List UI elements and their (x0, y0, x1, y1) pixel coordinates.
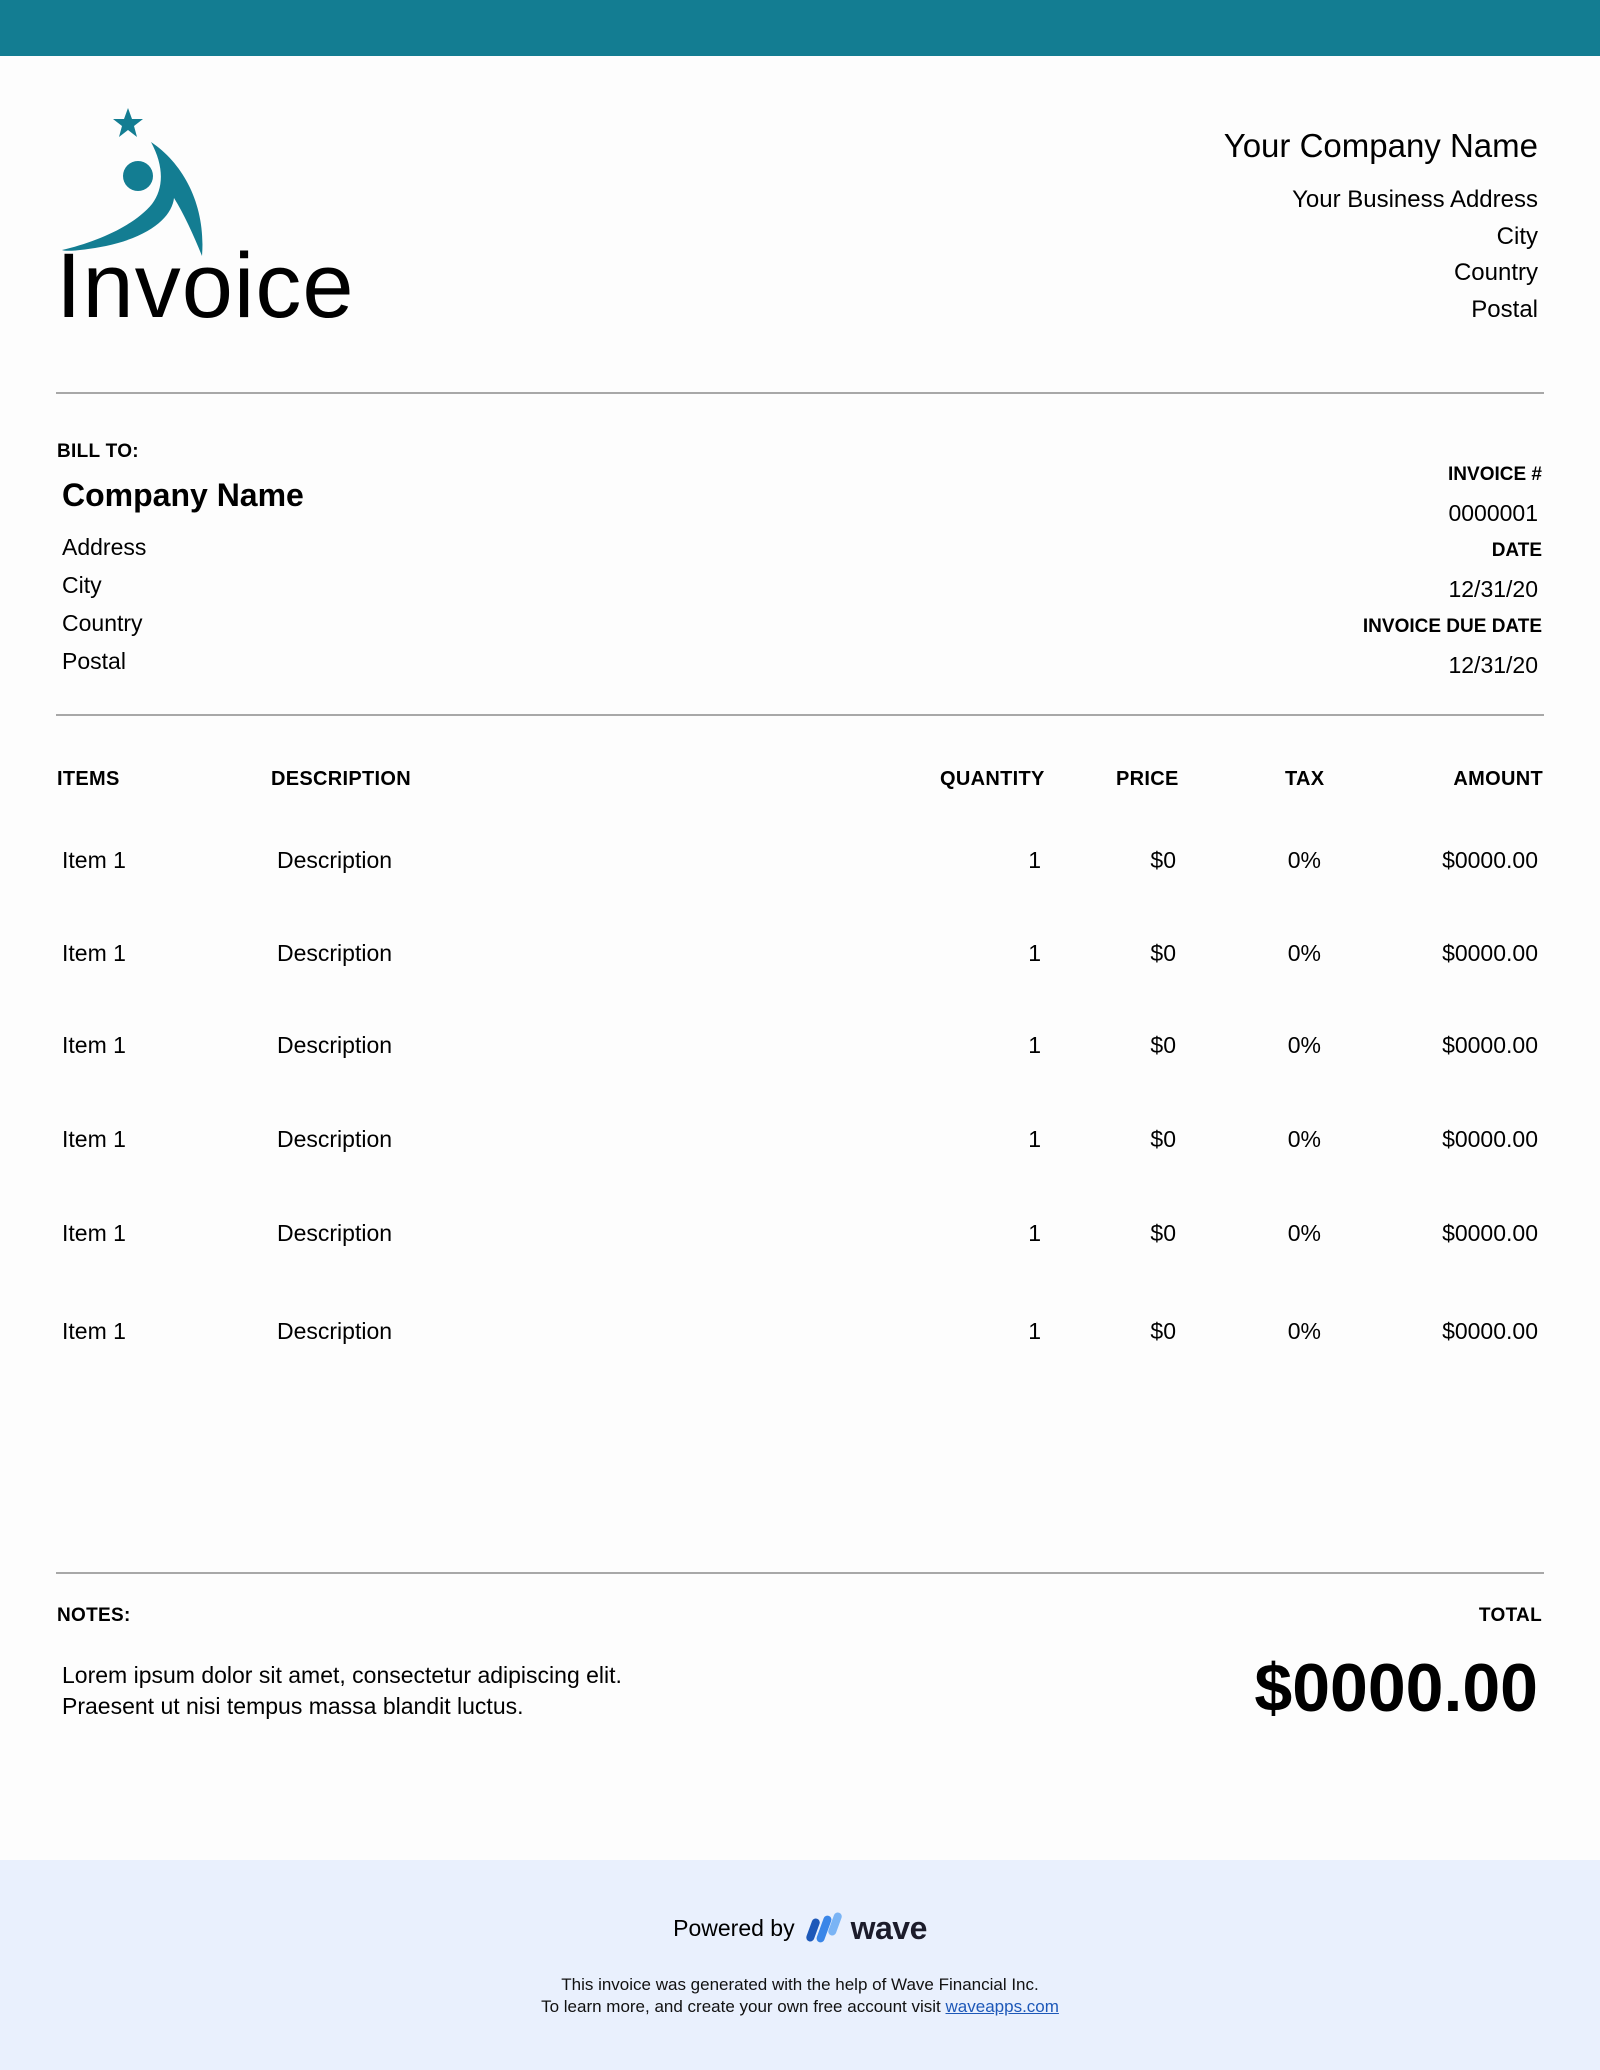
bill-to-company: Company Name (62, 477, 304, 513)
quantity-cell: 1 (1028, 940, 1041, 966)
table-row (0, 1119, 1600, 1159)
amount-cell: $0000.00 (1442, 1318, 1538, 1344)
description-cell: Description (277, 1220, 393, 1246)
column-header-price: PRICE (1116, 768, 1179, 790)
tax-cell: 0% (1287, 1318, 1321, 1344)
powered-by (0, 1910, 1600, 1947)
description-cell: Description (277, 1032, 393, 1058)
company-address-line: Postal (1471, 295, 1538, 323)
invoice-number-label: INVOICE # (1448, 464, 1542, 485)
table-row (0, 933, 1600, 973)
item-cell: Item 1 (62, 847, 126, 873)
item-cell: Item 1 (62, 1318, 126, 1344)
price-cell: $0 (1150, 1032, 1176, 1058)
company-address-line: Country (1453, 259, 1538, 286)
price-cell: $0 (1150, 940, 1176, 966)
column-header-items: ITEMS (57, 768, 120, 790)
shooting-star-person-icon (56, 106, 216, 256)
wave-wordmark: wave (850, 1910, 927, 1946)
footer-line (0, 1996, 1600, 2018)
table-row (0, 840, 1600, 880)
column-header-tax: TAX (1285, 768, 1325, 790)
notes-line: Lorem ipsum dolor sit amet, consectetur adipiscing elit. (62, 1662, 622, 1688)
notes-line: Praesent ut nisi tempus massa blandit luctus. (62, 1693, 524, 1719)
amount-cell: $0000.00 (1442, 1220, 1538, 1246)
star-icon (113, 108, 143, 137)
quantity-cell: 1 (1028, 1126, 1041, 1152)
page-title: Invoice (56, 235, 355, 337)
due-date-label: INVOICE DUE DATE (1362, 616, 1542, 637)
tax-cell: 0% (1287, 847, 1321, 873)
bill-to-line: Address (62, 534, 147, 560)
bill-to-label: BILL TO: (57, 441, 139, 462)
tax-cell: 0% (1287, 1032, 1321, 1058)
price-cell: $0 (1150, 1126, 1176, 1152)
company-info (1224, 124, 1538, 328)
column-header-quantity: QUANTITY (940, 768, 1045, 790)
wave-mark-icon (805, 1912, 845, 1946)
footer (0, 1860, 1600, 2070)
bill-to-address (62, 528, 146, 680)
company-address-line: City (1496, 222, 1538, 250)
divider (56, 392, 1544, 394)
item-cell: Item 1 (62, 1032, 126, 1058)
column-header-description: DESCRIPTION (271, 768, 411, 790)
description-cell: Description (277, 847, 393, 873)
table-row (0, 1311, 1600, 1351)
description-cell: Description (277, 1126, 393, 1152)
tax-cell: 0% (1287, 1220, 1321, 1246)
notes-text (62, 1660, 622, 1722)
powered-by-label: Powered by (673, 1915, 795, 1941)
item-cell: Item 1 (62, 1220, 126, 1246)
divider (56, 714, 1544, 716)
total-label: TOTAL (1478, 1605, 1542, 1626)
table-row (0, 1213, 1600, 1253)
tax-cell: 0% (1287, 1126, 1321, 1152)
price-cell: $0 (1150, 1318, 1176, 1344)
amount-cell: $0000.00 (1442, 1032, 1538, 1058)
waveapps-link[interactable]: waveapps.com (945, 1997, 1059, 2016)
notes-label: NOTES: (57, 1605, 131, 1626)
top-accent-bar (0, 0, 1600, 56)
invoice-number: 0000001 (1448, 500, 1538, 526)
total-amount: $0000.00 (1254, 1650, 1538, 1726)
bill-to-line: Country (62, 610, 143, 636)
description-cell: Description (277, 1318, 393, 1344)
footer-text (0, 1974, 1600, 2018)
wave-logo (805, 1910, 927, 1947)
invoice-meta (1363, 456, 1542, 684)
amount-cell: $0000.00 (1442, 1126, 1538, 1152)
bill-to-line: City (62, 572, 102, 598)
invoice-due-date: 12/31/20 (1448, 652, 1538, 678)
bill-to-line: Postal (62, 648, 126, 674)
amount-cell: $0000.00 (1442, 940, 1538, 966)
item-cell: Item 1 (62, 1126, 126, 1152)
quantity-cell: 1 (1028, 1318, 1041, 1344)
invoice-date: 12/31/20 (1448, 576, 1538, 602)
quantity-cell: 1 (1028, 847, 1041, 873)
quantity-cell: 1 (1028, 1032, 1041, 1058)
item-cell: Item 1 (62, 940, 126, 966)
company-address-line: Your Business Address (1292, 186, 1538, 213)
footer-line-prefix: To learn more, and create your own free account visit (541, 1997, 941, 2016)
column-header-amount: AMOUNT (1453, 768, 1543, 790)
price-cell: $0 (1150, 847, 1176, 873)
table-row (0, 1025, 1600, 1065)
date-label: DATE (1491, 540, 1542, 561)
company-name: Your Company Name (1223, 127, 1538, 164)
price-cell: $0 (1150, 1220, 1176, 1246)
amount-cell: $0000.00 (1442, 847, 1538, 873)
quantity-cell: 1 (1028, 1220, 1041, 1246)
description-cell: Description (277, 940, 393, 966)
tax-cell: 0% (1287, 940, 1321, 966)
footer-line: This invoice was generated with the help of Wave Financial Inc. (561, 1975, 1039, 1994)
divider (56, 1572, 1544, 1574)
